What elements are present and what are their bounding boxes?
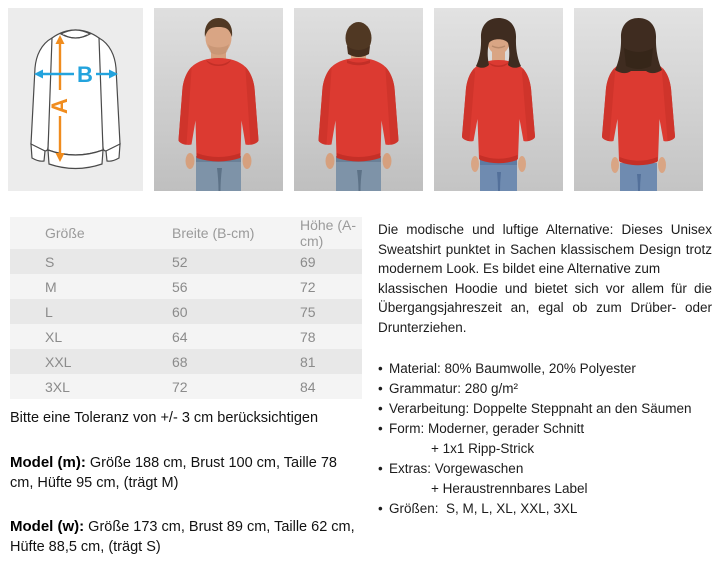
table-row [10,349,362,374]
feature-material: Material: 80% Baumwolle, 20% Polyester [389,360,636,376]
col-header-hoehe: Höhe (A-cm) [300,217,357,249]
table-row [10,274,362,299]
model-w-label: Model (w): [10,518,85,535]
bullet-icon: • [378,420,383,436]
cell-size: XXL [45,353,72,370]
model-m-info [10,453,362,493]
size-table-header-row [10,217,362,249]
cell-height: 78 [300,328,316,345]
feature-extras: Extras: Vorgewaschen [389,460,524,476]
description-paragraph-1: Die modische und luftige Alternative: Dieses Unisex Sweatshirt punktet in Sachen klassischem Design trotz modernem Look. Es bildet eine Alternative zum [378,222,712,277]
cell-height: 81 [300,353,316,370]
photo-female-back [574,8,703,191]
photo-male-front [154,8,283,191]
cell-width: 52 [172,253,188,270]
feature-verarbeitung: Verarbeitung: Doppelte Steppnaht an den Säumen [389,400,692,416]
bullet-icon: • [378,500,383,516]
cell-height: 75 [300,303,316,320]
cell-width: 72 [172,378,188,395]
cell-height: 84 [300,378,316,395]
cell-width: 60 [172,303,188,320]
bullet-icon: • [378,400,383,416]
size-info-column [10,217,362,557]
feature-grammatur: Grammatur: 280 g/m² [389,380,519,396]
photo-female-front [434,8,563,191]
cell-size: 3XL [45,378,70,395]
product-details-section [10,217,712,557]
feature-label: + Heraustrennbares Label [431,480,588,496]
cell-width: 68 [172,353,188,370]
description-paragraph-2: klassischen Hoodie und bietet sich vor allem für die Übergangsjahreszeit an, egal ob zum Drüber- oder Drunterziehen. [378,280,712,335]
cell-size: M [45,278,57,295]
photo-male-back [294,8,423,191]
cell-width: 64 [172,328,188,345]
cell-height: 72 [300,278,316,295]
tolerance-note: Bitte eine Toleranz von +/- 3 cm berücksichtigen [10,410,319,426]
model-w-text: Größe 173 cm, Brust 89 cm, Taille 62 cm, Hüfte 88,5 cm, (trägt S) [10,519,355,555]
list-item [378,419,712,439]
bullet-icon [378,479,389,499]
model-w-info [10,517,362,557]
cell-size: L [45,303,53,320]
bullet-icon: • [378,360,383,376]
sweatshirt-measurement-diagram-icon [8,8,143,191]
cell-size: XL [45,328,63,345]
cell-size: S [45,253,55,270]
list-item [378,359,712,379]
feature-groessen: Größen: S, M, L, XL, XXL, 3XL [389,500,578,516]
table-row [10,249,362,274]
model-m-text: Größe 188 cm, Brust 100 cm, Taille 78 cm, Hüfte 95 cm, (trägt M) [10,455,338,491]
bullet-icon [378,439,389,459]
feature-form: Form: Moderner, gerader Schnitt [389,420,585,436]
col-header-breite: Breite (B-cm) [172,225,255,241]
cell-height: 69 [300,253,316,270]
measure-label-b: B [77,62,93,87]
size-diagram-image [8,8,143,191]
list-item [378,439,712,459]
table-row [10,299,362,324]
bullet-icon: • [378,380,383,396]
list-item [378,479,712,499]
list-item [378,459,712,479]
size-table [10,217,362,399]
col-header-groesse: Größe [45,225,85,241]
bullet-icon: • [378,460,383,476]
product-feature-list [378,359,712,519]
feature-ripp-strick: + 1x1 Ripp-Strick [431,440,535,456]
cell-width: 56 [172,278,188,295]
table-row [10,324,362,349]
measure-label-a: A [47,98,72,114]
table-row [10,374,362,399]
product-image-gallery [8,8,703,191]
list-item [378,379,712,399]
model-m-label: Model (m): [10,454,86,471]
list-item [378,499,712,519]
description-column [378,220,712,557]
list-item [378,399,712,419]
